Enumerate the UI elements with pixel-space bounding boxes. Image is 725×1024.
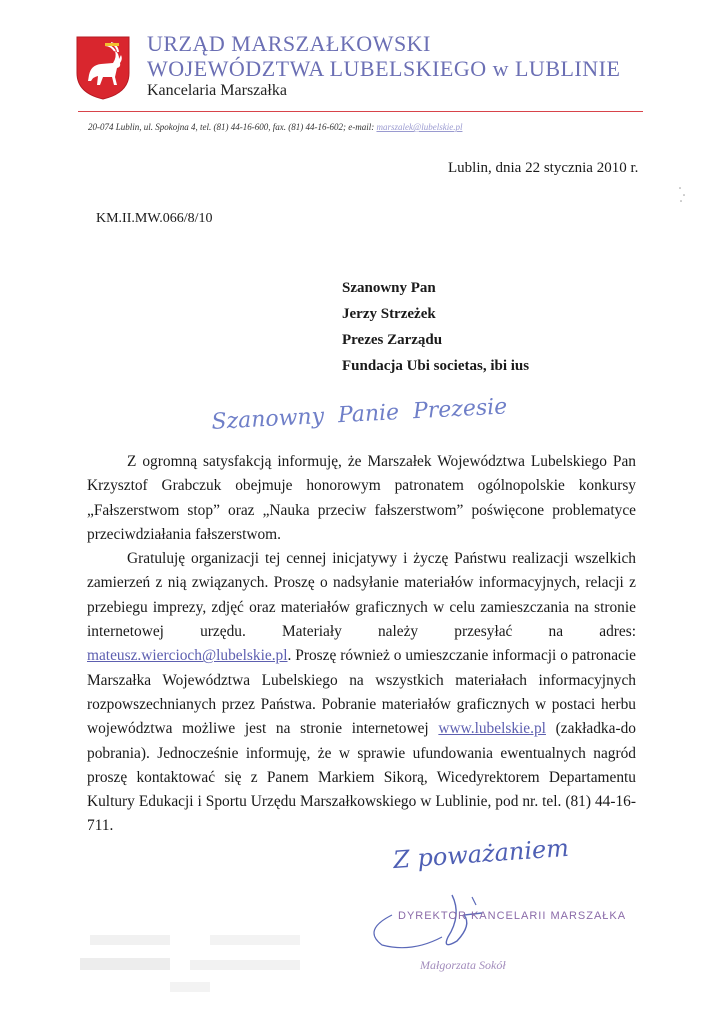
office-name: Kancelaria Marszałka [147,82,287,99]
recipient-name: Jerzy Strzeżek [342,306,436,322]
stamp-title: DYREKTOR KANCELARII MARSZAŁKA [398,910,627,922]
scan-speck-marks [676,185,688,205]
organization-name-line1: URZĄD MARSZAŁKOWSKI [147,31,431,56]
contact-address [88,122,462,132]
greeting-word-2: Panie [337,400,400,429]
coat-of-arms-icon [75,35,131,101]
stamp-name: Małgorzata Sokół [420,958,506,972]
greeting-word-3: Prezesie [412,394,508,425]
contact-email-link[interactable]: mateusz.wiercioch@lubelskie.pl [87,647,288,665]
paragraph-2-text-b: . Proszę również o umieszczanie informacji o patronacie Marszałka Województwa Lubelskiego na wszystkich materiałach informacyjnych rozpowszechnianych przez Państwa. Pobranie materiałów graficznych w postaci herbu województwa możliwe jest na stronie internetowej [87,647,636,738]
reference-number: KM.II.MW.066/8/10 [96,211,213,226]
header-divider [78,111,643,112]
address-email-link[interactable]: marszalek@lubelskie.pl [376,122,463,132]
paragraph-2-text-c: (zakładka-do pobrania). Jednocześnie informuję, że w sprawie ufundowania ewentualnych nagród proszę kontaktować się z Panem Markiem Sikorą, Wicedyrektorem Departamentu Kultury Edukacji i Sportu Urzędu Marszałkowskiego w Lublinie, pod nr. tel. (81) 44-16-711. [87,720,636,835]
faded-watermark [80,930,310,1000]
recipient-title: Prezes Zarządu [342,332,443,348]
letter-body [87,450,636,839]
recipient-block [342,275,529,379]
address-text: 20-074 Lublin, ul. Spokojna 4, tel. (81) 44-16-600, fax. (81) 44-16-602; e-mail: [88,122,377,132]
website-link[interactable]: www.lubelskie.pl [438,720,546,738]
letter-date: Lublin, dnia 22 stycznia 2010 r. [448,160,639,176]
organization-name-line2: WOJEWÓDZTWA LUBELSKIEGO w LUBLINIE [147,56,621,81]
recipient-salutation: Szanowny Pan [342,280,436,296]
paragraph-1: Z ogromną satysfakcją informuję, że Marszałek Województwa Lubelskiego Pan Krzysztof Grabczuk obejmuje honorowym patronatem ogólnopolskie konkursy „Fałszerstwom stop” oraz „Nauka przeciw fałszerstwom” poświęcone problematyce przeciwdziałania fałszerstwom. [87,453,636,543]
greeting-word-1: Szanowny [210,403,325,435]
recipient-organization: Fundacja Ubi societas, ibi ius [342,358,530,374]
paragraph-2-text-a: Gratuluję organizacji tej cennej inicjatywy i życzę Państwu realizacji wszelkich zamierzeń z nią związanych. Proszę o nadsyłanie materiałów informacyjnych, relacji z przebiegu imprezy, zdjęć oraz materiałów graficznych w celu zamieszczania na stronie internetowej urzędu. Materiały należy przesyłać na adres: [87,550,636,641]
paragraph-2 [87,547,636,839]
handwritten-closing: Z poważaniem [392,833,570,875]
